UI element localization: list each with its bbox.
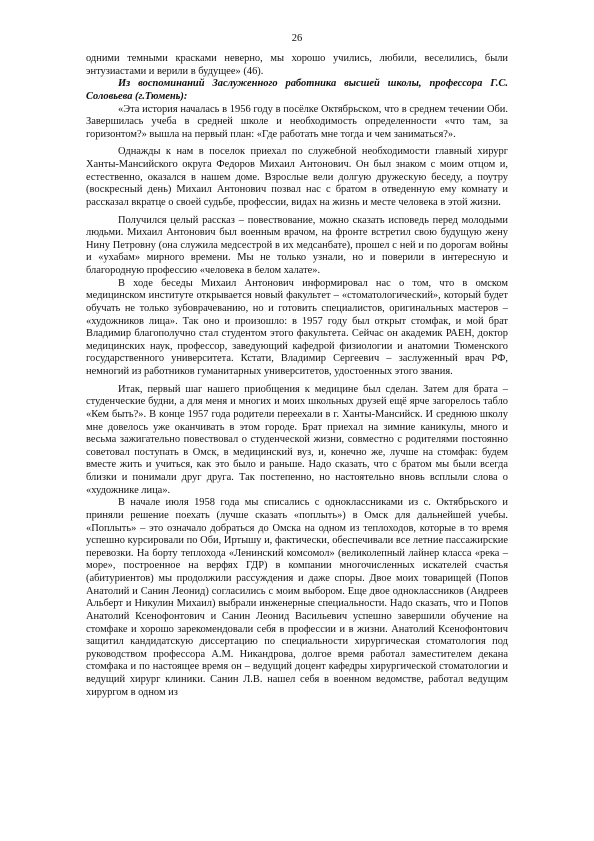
page-number: 26 xyxy=(291,33,303,44)
paragraph: В начале июля 1958 года мы списались с одноклассниками из с. Октябрьского и приняли решение поехать (лучше сказать «поплыть») в Омск для дальнейшей учебы. «Поплыть» – это означало добраться до Омска на одном из теплоходов, которые в то время успешно курсировали по Оби, Иртышу и, фактически, обеспечивали все летние пассажирские перевозки. На борту теплохода «Ленинский комсомол» (великолепный лайнер класса «река – море», построенное на верфях ГДР) в компании многочисленных искателей счастья (абитуриентов) мы продолжили рассуждения и даже споры. Двое моих товарищей (Попов Анатолий и Санин Леонид) согласились с моим выбором. Еще двое одноклассников (Андреев Альберт и Никулин Михаил) выбрали инженерные специальности. Надо сказать, что и Попов Анатолий Ксенофонтович и Санин Леонид Васильевич успешно завершили обучение на стомфаке и хорошо зарекомендовали себя в профессии и в жизни. Анатолий Ксенофонтович защитил кандидатскую диссертацию по специальности хирургическая стоматология под руководством профессора А.М. Никандрова, долгое время работал заместителем декана стомфака и по настоящее время он – ведущий доцент кафедры хирургической стоматологии и ведущий хирург клиники. Санин Л.В. нашел себя в военном ведомстве, работал ведущим хирургом в одном из xyxy=(86,497,508,698)
paragraph: Итак, первый шаг нашего приобщения к медицине был сделан. Затем для брата – студенческие будни, а для меня и многих и моих школьных друзей ещё ярче загорелось табло «Кем быть?». В конце 1957 года родители переехали в г. Ханты-Мансийск. И среднюю школу мне довелось уже оканчивать в этом городе. Брат приехал на зимние каникулы, много и весьма зажигательно повествовал о студенческой жизни, совместно с родителями постоянно советовал поступать в Омск, в медицинский вуз, и, конечно же, лучше на стомфак: будем вместе жить и учиться, как это было и раньше. Надо сказать, что с братом мы были всегда близки и понимали друг друга. Так постепенно, но настоятельно вновь всплыли слова о «художнике лица». xyxy=(86,383,508,496)
paragraph: «Эта история началась в 1956 году в посёлке Октябрьском, что в среднем течении Оби. Завершилась учеба в средней школе и необходимость определенности «что там, за горизонтом?» вышла на первый план: «Где работать мне тогда и чем заниматься?». xyxy=(86,103,508,140)
paragraph: В ходе беседы Михаил Антонович информировал нас о том, что в омском медицинском институте открывается новый факультет – «стоматологический», который будет обучать не только зубоврачеванию, но и готовить специалистов, оригинальных мастеров – «художников лица». Так оно и произошло: в 1957 году был открыт стомфак, и мой брат Владимир благополучно стал студентом этого факультета. Сейчас он академик РАЕН, доктор медицинских наук, профессор, заведующий кафедрой физиологии и анатомии Тюменского государственного университета. Кстати, Владимир Сергеевич – заслуженный врач РФ, немногий из работников гуманитарных университетов, удостоенных этого звания. xyxy=(86,277,508,377)
paragraph-continuation: одними темными красками неверно, мы хорошо учились, любили, веселились, были энтузиастами и верили в будущее» (46). xyxy=(86,53,508,77)
section-heading: Из воспоминаний Заслуженного работника высшей школы, профессора Г.С. Соловьева (г.Тюмень): xyxy=(86,78,508,102)
paragraph: Однажды к нам в поселок приехал по служебной необходимости главный хирург Ханты-Мансийского округа Федоров Михаил Антонович. Он был знаком с моим отцом и, естественно, оказался в нашем доме. Взрослые вели долгую дружескую беседу, а поутру (воскресный день) Михаил Антонович позвал нас с братом в отведенную ему комнату и рассказал вкратце о своей судьбе, профессии, видах на жизнь и месте человека в этой жизни. xyxy=(86,146,508,208)
body-text xyxy=(86,53,508,699)
paragraph: Получился целый рассказ – повествование, можно сказать исповедь перед молодыми людьми. Михаил Антонович был военным врачом, на фронте встретил свою будущую жену Нину Петровну (она служила медсестрой в их медсанбате), прошел с ней и по дорогам войны и «ухабам» мирного времени. Мы не только узнали, но и поверили в интересную и благородную профессию «человека в белом халате». xyxy=(86,214,508,276)
